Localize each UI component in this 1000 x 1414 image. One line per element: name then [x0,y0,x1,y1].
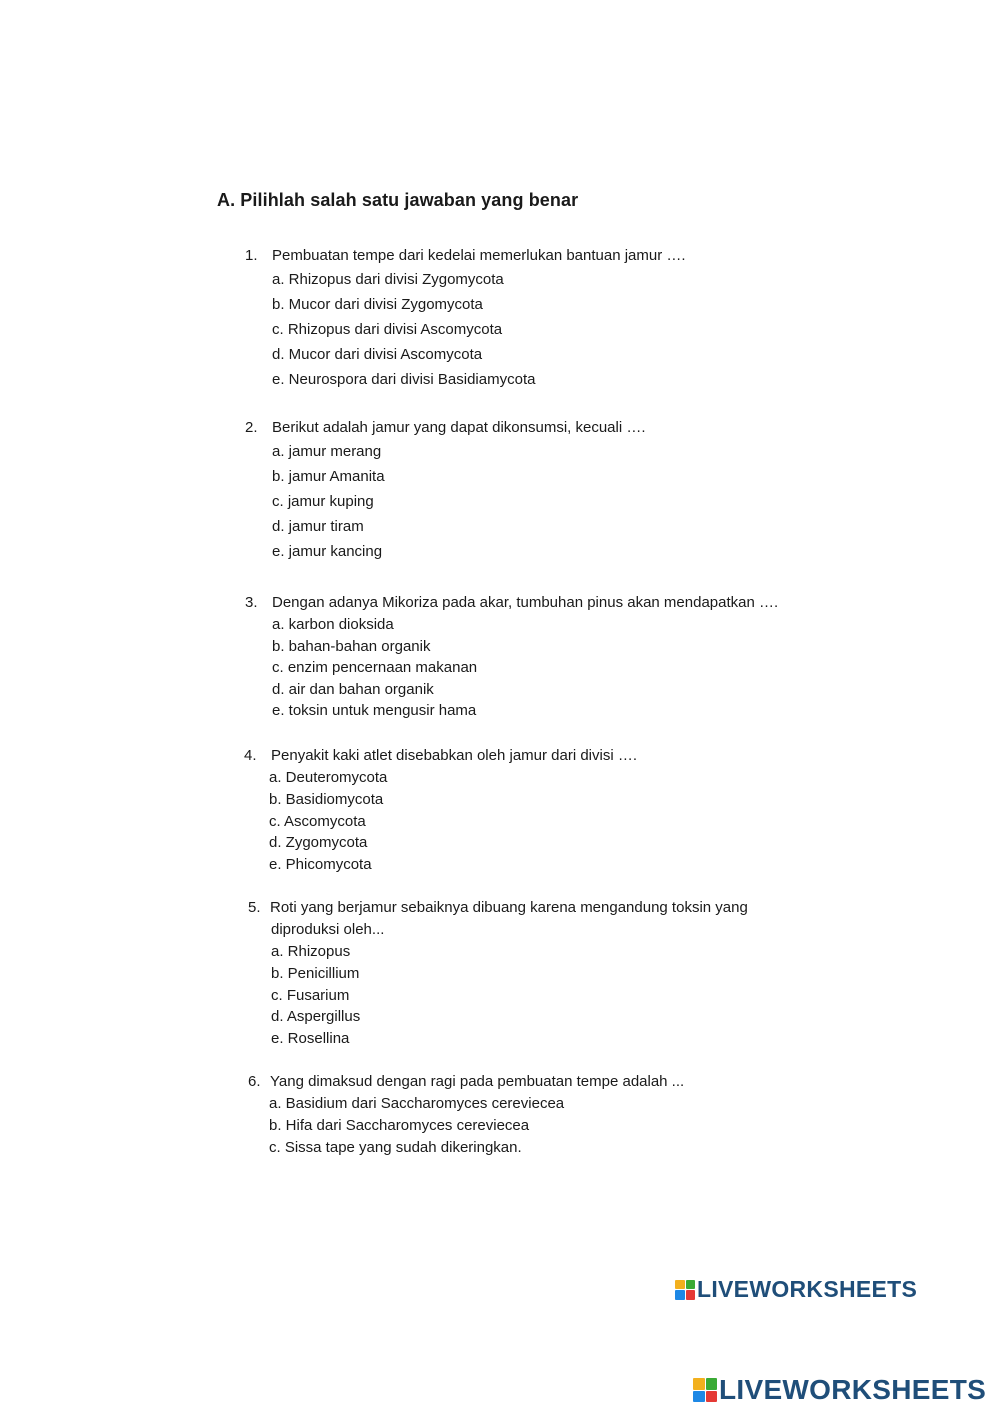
question-number: 3. [245,594,258,611]
option-b[interactable]: b. bahan-bahan organik [272,637,431,655]
option-a[interactable]: a. jamur merang [272,443,382,460]
liveworksheets-footer-logo[interactable] [693,1374,986,1406]
question-2 [245,417,646,564]
logo-square-3 [675,1290,685,1300]
question-1 [245,245,686,392]
question-5-stem [248,897,748,919]
question-text: Roti yang berjamur sebaiknya dibuang karena mengandung toksin yang [270,899,748,916]
option-d[interactable]: d. jamur tiram [272,518,364,535]
question-6-stem [248,1071,685,1093]
liveworksheets-wordmark: LIVEWORKSHEETS [697,1276,918,1302]
option-b[interactable]: b. Basidiomycota [269,790,384,808]
option-d[interactable]: d. Zygomycota [269,834,368,852]
section-title: A. Pilihlah salah satu jawaban yang benar [217,190,579,210]
question-1-stem [245,245,686,267]
question-3 [245,592,779,722]
option-a[interactable]: a. Basidium dari Saccharomyces cereviecea [269,1095,565,1112]
option-e[interactable]: e. Rosellina [271,1030,350,1048]
question-text-continued: diproduksi oleh... [271,921,385,938]
question-text: Yang dimaksud dengan ragi pada pembuatan tempe adalah ... [270,1073,685,1090]
logo-square-3 [693,1391,705,1403]
option-b[interactable]: b. Mucor dari divisi Zygomycota [272,296,483,313]
logo-square-1 [675,1280,685,1290]
option-c[interactable]: c. Ascomycota [269,812,366,830]
option-a[interactable]: a. Rhizopus [271,943,351,960]
option-a[interactable]: a. Rhizopus dari divisi Zygomycota [272,271,504,288]
option-a[interactable]: a. Deuteromycota [269,769,388,786]
question-number: 5. [248,899,261,916]
option-b[interactable]: b. jamur Amanita [272,468,385,485]
option-e[interactable]: e. Phicomycota [269,856,372,874]
question-3-stem [245,592,779,614]
option-e[interactable]: e. Neurospora dari divisi Basidiamycota [272,371,536,388]
logo-square-1 [693,1378,705,1390]
question-2-stem [245,417,646,439]
question-6 [248,1071,685,1158]
logo-square-2 [706,1378,718,1390]
question-number: 4. [244,747,257,764]
option-c[interactable]: c. Sissa tape yang sudah dikeringkan. [269,1138,522,1156]
option-d[interactable]: d. Mucor dari divisi Ascomycota [272,346,483,363]
option-e[interactable]: e. jamur kancing [272,543,383,560]
question-5 [248,897,748,1050]
question-text: Dengan adanya Mikoriza pada akar, tumbuhan pinus akan mendapatkan …. [272,594,779,611]
question-text: Berikut adalah jamur yang dapat dikonsumsi, kecuali …. [272,419,646,436]
question-4-stem [244,745,638,767]
question-text: Pembuatan tempe dari kedelai memerlukan bantuan jamur …. [272,247,686,264]
logo-square-2 [686,1280,696,1290]
option-e[interactable]: e. toksin untuk mengusir hama [272,702,477,720]
question-number: 6. [248,1073,261,1090]
liveworksheets-wordmark: LIVEWORKSHEETS [719,1374,987,1405]
option-c[interactable]: c. Fusarium [271,986,350,1004]
option-d[interactable]: d. Aspergillus [271,1008,361,1026]
option-d[interactable]: d. air dan bahan organik [272,680,434,698]
question-text: Penyakit kaki atlet disebabkan oleh jamur dari divisi …. [271,747,638,764]
liveworksheets-logo-icon [693,1378,717,1402]
option-c[interactable]: c. enzim pencernaan makanan [272,659,478,677]
option-c[interactable]: c. jamur kuping [272,493,374,510]
option-b[interactable]: b. Hifa dari Saccharomyces cereviecea [269,1116,530,1134]
liveworksheets-logo-icon [675,1280,695,1300]
option-c[interactable]: c. Rhizopus dari divisi Ascomycota [272,321,503,338]
logo-square-4 [706,1391,718,1403]
logo-square-4 [686,1290,696,1300]
option-a[interactable]: a. karbon dioksida [272,616,394,633]
question-number: 1. [245,247,258,264]
question-number: 2. [245,419,258,436]
liveworksheets-watermark [675,1276,917,1303]
question-4 [244,745,638,876]
option-b[interactable]: b. Penicillium [271,964,360,982]
